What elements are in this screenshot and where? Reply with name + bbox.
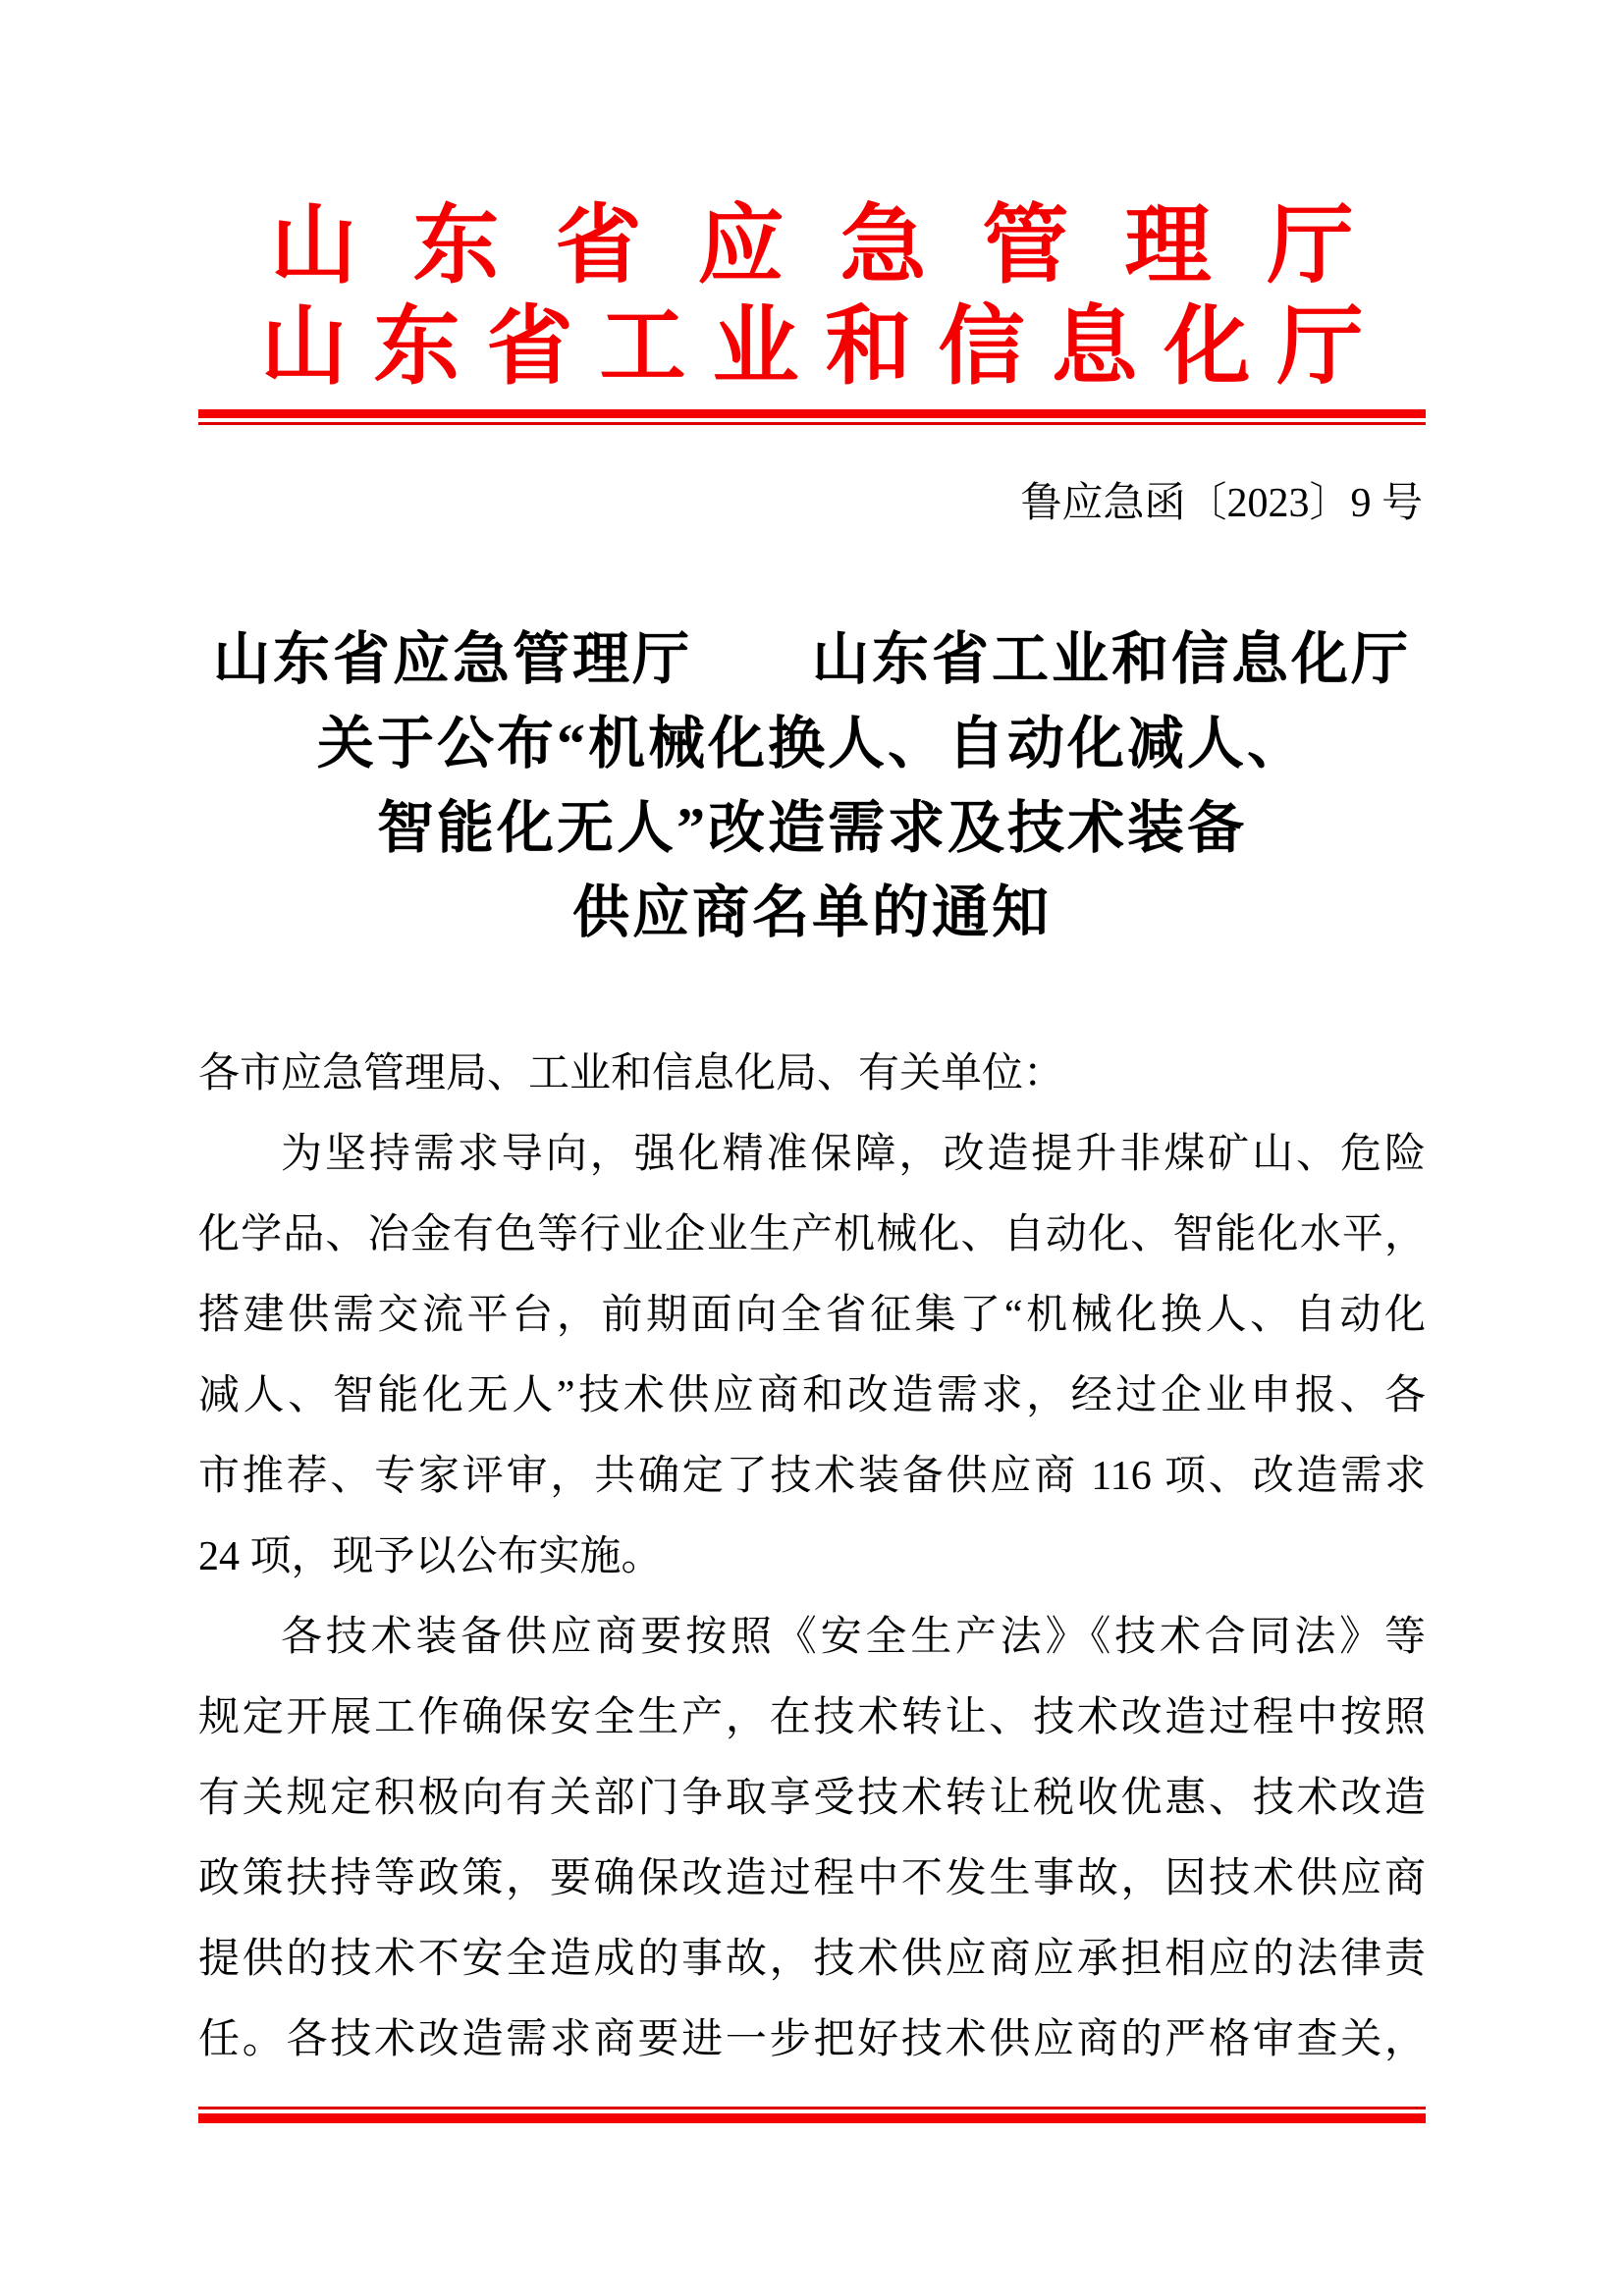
letterhead-org-line-2: 山东省工业和信息化厅 <box>260 300 1390 396</box>
footer-double-rule <box>198 2107 1426 2123</box>
body-text-line: 政策扶持等政策，要确保改造过程中不发生事故，因技术供应商 <box>198 1856 1426 1901</box>
body-text-line: 有关规定积极向有关部门争取享受技术转让税收优惠、技术改造 <box>198 1776 1426 1821</box>
document-title-line: 关于公布“机械化换人、自动化减人、 <box>316 712 1307 775</box>
body-text-line: 市推荐、专家评审，共确定了技术装备供应商 116 项、改造需求 <box>198 1454 1426 1499</box>
document-title-line: 供应商名单的通知 <box>571 881 1052 944</box>
document-title-line: 智能化无人”改造需求及技术装备 <box>376 796 1247 860</box>
body-text-line: 任。各技术改造需求商要进一步把好技术供应商的严格审查关， <box>198 2017 1426 2062</box>
letterhead-org-line-1: 山东省应急管理厅 <box>270 199 1410 294</box>
body-text-line: 规定开展工作确保安全生产，在技术转让、技术改造过程中按照 <box>198 1695 1426 1740</box>
letterhead <box>0 0 1624 399</box>
document-body <box>198 1034 1426 2080</box>
body-text-line: 为坚持需求导向，强化精准保障，改造提升非煤矿山、危险 <box>281 1132 1426 1177</box>
body-text-line: 24 项，现予以公布实施。 <box>198 1534 663 1579</box>
body-text-line: 各市应急管理局、工业和信息化局、有关单位： <box>198 1051 1065 1096</box>
letterhead-double-rule <box>198 409 1426 425</box>
document-title <box>0 617 1624 955</box>
body-text-line: 各技术装备供应商要按照《安全生产法》《技术合同法》等 <box>281 1615 1426 1660</box>
body-text-line: 化学品、冶金有色等行业企业生产机械化、自动化、智能化水平， <box>198 1212 1426 1257</box>
body-text-line: 提供的技术不安全造成的事故，技术供应商应承担相应的法律责 <box>198 1937 1426 1982</box>
body-text-line: 减人、智能化无人”技术供应商和改造需求，经过企业申报、各 <box>198 1373 1426 1418</box>
document-title-line: 山东省应急管理厅 山东省工业和信息化厅 <box>212 627 1411 691</box>
body-text-line: 搭建供需交流平台，前期面向全省征集了“机械化换人、自动化 <box>198 1293 1426 1338</box>
document-reference-number: 鲁应急函〔2023〕9 号 <box>1020 481 1423 526</box>
